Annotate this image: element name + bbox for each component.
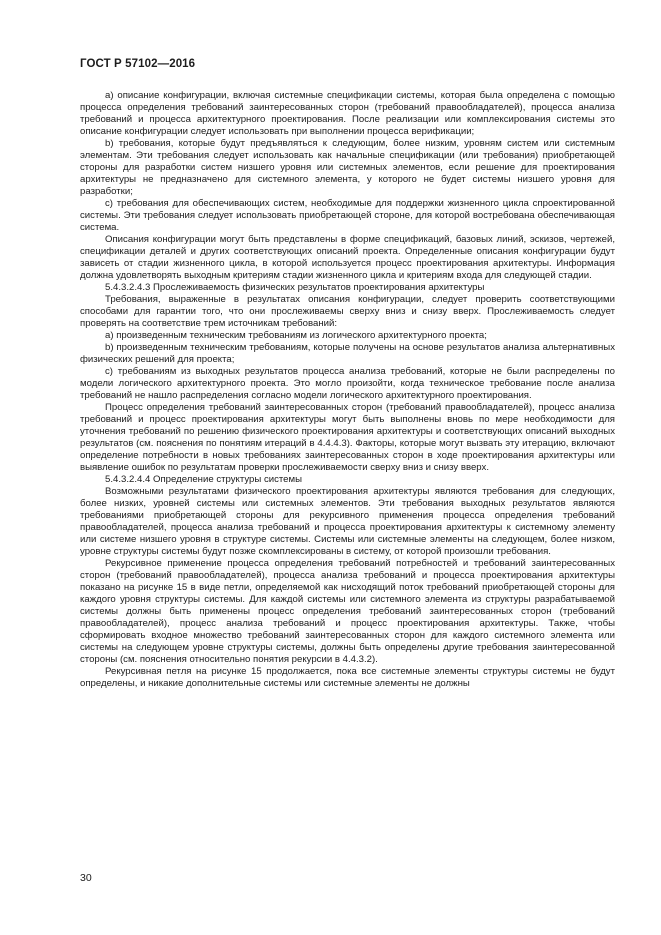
section-heading: 5.4.3.2.4.4 Определение структуры системы xyxy=(105,474,303,485)
paragraph: b) произведенным техническим требованиям, которые получены на основе результатов анализа альтернативных физических решений для проекта; xyxy=(80,342,615,365)
document-header: ГОСТ Р 57102—2016 xyxy=(80,58,196,70)
page-body xyxy=(80,90,615,690)
paragraph: Требования, выраженные в результатах описания конфигурации, следует проверить соответствующими способами для гарантии того, что они прослеживаемы сверху вниз и снизу вверх. Прослеживаемость следует проверять на соответствие трем источникам требований: xyxy=(80,294,615,329)
paragraph: Возможными результатами физического проектирования архитектуры являются требования для следующих, более низких, уровней системы или системных элементов. Эти требования выходных результатов являются требованиями приобретающей стороны для рекурсивного применения процесса определения требований правообладателей, процесса анализа требований и процесса проектирования архитектуры к системному элементу или системе низшего уровня в структуре системы. Системы или системные элементы на следующем, более низком, уровне структуры системы будут позже скомплексированы в систему, от которой произошли требования. xyxy=(80,486,615,557)
paragraph: Рекурсивное применение процесса определения требований потребностей и требований заинтересованных сторон (требований правообладателей), процесса анализа требований и процесса проектирования архитектуры показано на рисунке 15 в виде петли, определяемой как нисходящий поток требований приобретающей стороны для каждого уровня структуры системы. Для каждой системы или системного элемента из структуры разрабатываемой системы должны быть применены процесс определения требований заинтересованных сторон (требований правообладателей), процесс анализа требований и процесс проектирования архитектуры. Также, чтобы сформировать входное множество требований заинтересованных сторон для каждого системного элемента или системы на следующем уровне структуры системы, должны быть определены другие требования заинтересованной стороны (см. пояснения относительно понятия рекурсии в 4.4.3.2). xyxy=(80,558,615,665)
paragraph: Процесс определения требований заинтересованных сторон (требований правообладателей), процесс анализа требований и процесс проектирования архитектуры могут быть выполнены вновь по мере необходимости для уточнения требований по решению физического проектирования архитектуры и соответствующих описаний выходных результатов (см. пояснения по понятиям итераций в 4.4.4.3). Факторы, которые могут вызвать эту итерацию, включают определение потребности в новых требованиях заинтересованных сторон в ходе проектирования архитектуры или выявление ошибок по результатам проверки прослеживаемости сверху вниз и снизу вверх. xyxy=(80,402,615,473)
paragraph: c) требованиям из выходных результатов процесса анализа требований, которые не были распределены по модели логического архитектурного проекта. Это могло произойти, когда техническое требование после анализа требований не нашло распределения согласно модели логического архитектурного проектирования. xyxy=(80,366,615,401)
section-heading: 5.4.3.2.4.3 Прослеживаемость физических результатов проектирования архитектуры xyxy=(105,282,485,293)
paragraph: a) описание конфигурации, включая системные спецификации системы, которая была определена с помощью процесса определения требований заинтересованных сторон (требований правообладателей), процесса анализа требований и процесса архитектурного проектирования. После реализации или комплексирования системы это описание конфигурации следует использовать при выполнении процесса верификации; xyxy=(80,90,615,137)
paragraph: Рекурсивная петля на рисунке 15 продолжается, пока все системные элементы структуры системы не будут определены, и никакие дополнительные системы или системные элементы не должны xyxy=(80,666,615,689)
paragraph: b) требования, которые будут предъявляться к следующим, более низким, уровням систем или системным элементам. Эти требования следует использовать как начальные спецификации (или требования) приобретающей стороны для разработки систем низшего уровня или системных элементов, если решение для проектирования архитектуры не предназначено для системного элемента, у которого не будет системы низшего уровня для разработки; xyxy=(80,138,615,197)
paragraph: Описания конфигурации могут быть представлены в форме спецификаций, базовых линий, эскизов, чертежей, спецификации деталей и других соответствующих описаний проекта. Определенные описания конфигурации будут зависеть от стадии жизненного цикла, в которой используется процесс проектирования архитектуры. Информация должна удовлетворять выходным критериям стадии жизненного цикла и критериям входа для следующей стадии. xyxy=(80,234,615,281)
paragraph: c) требования для обеспечивающих систем, необходимые для поддержки жизненного цикла спроектированной системы. Эти требования следует использовать приобретающей стороне, для которой востребована обеспечивающая система. xyxy=(80,198,615,233)
paragraph: a) произведенным техническим требованиям из логического архитектурного проекта; xyxy=(105,330,487,341)
page-number: 30 xyxy=(80,872,92,884)
